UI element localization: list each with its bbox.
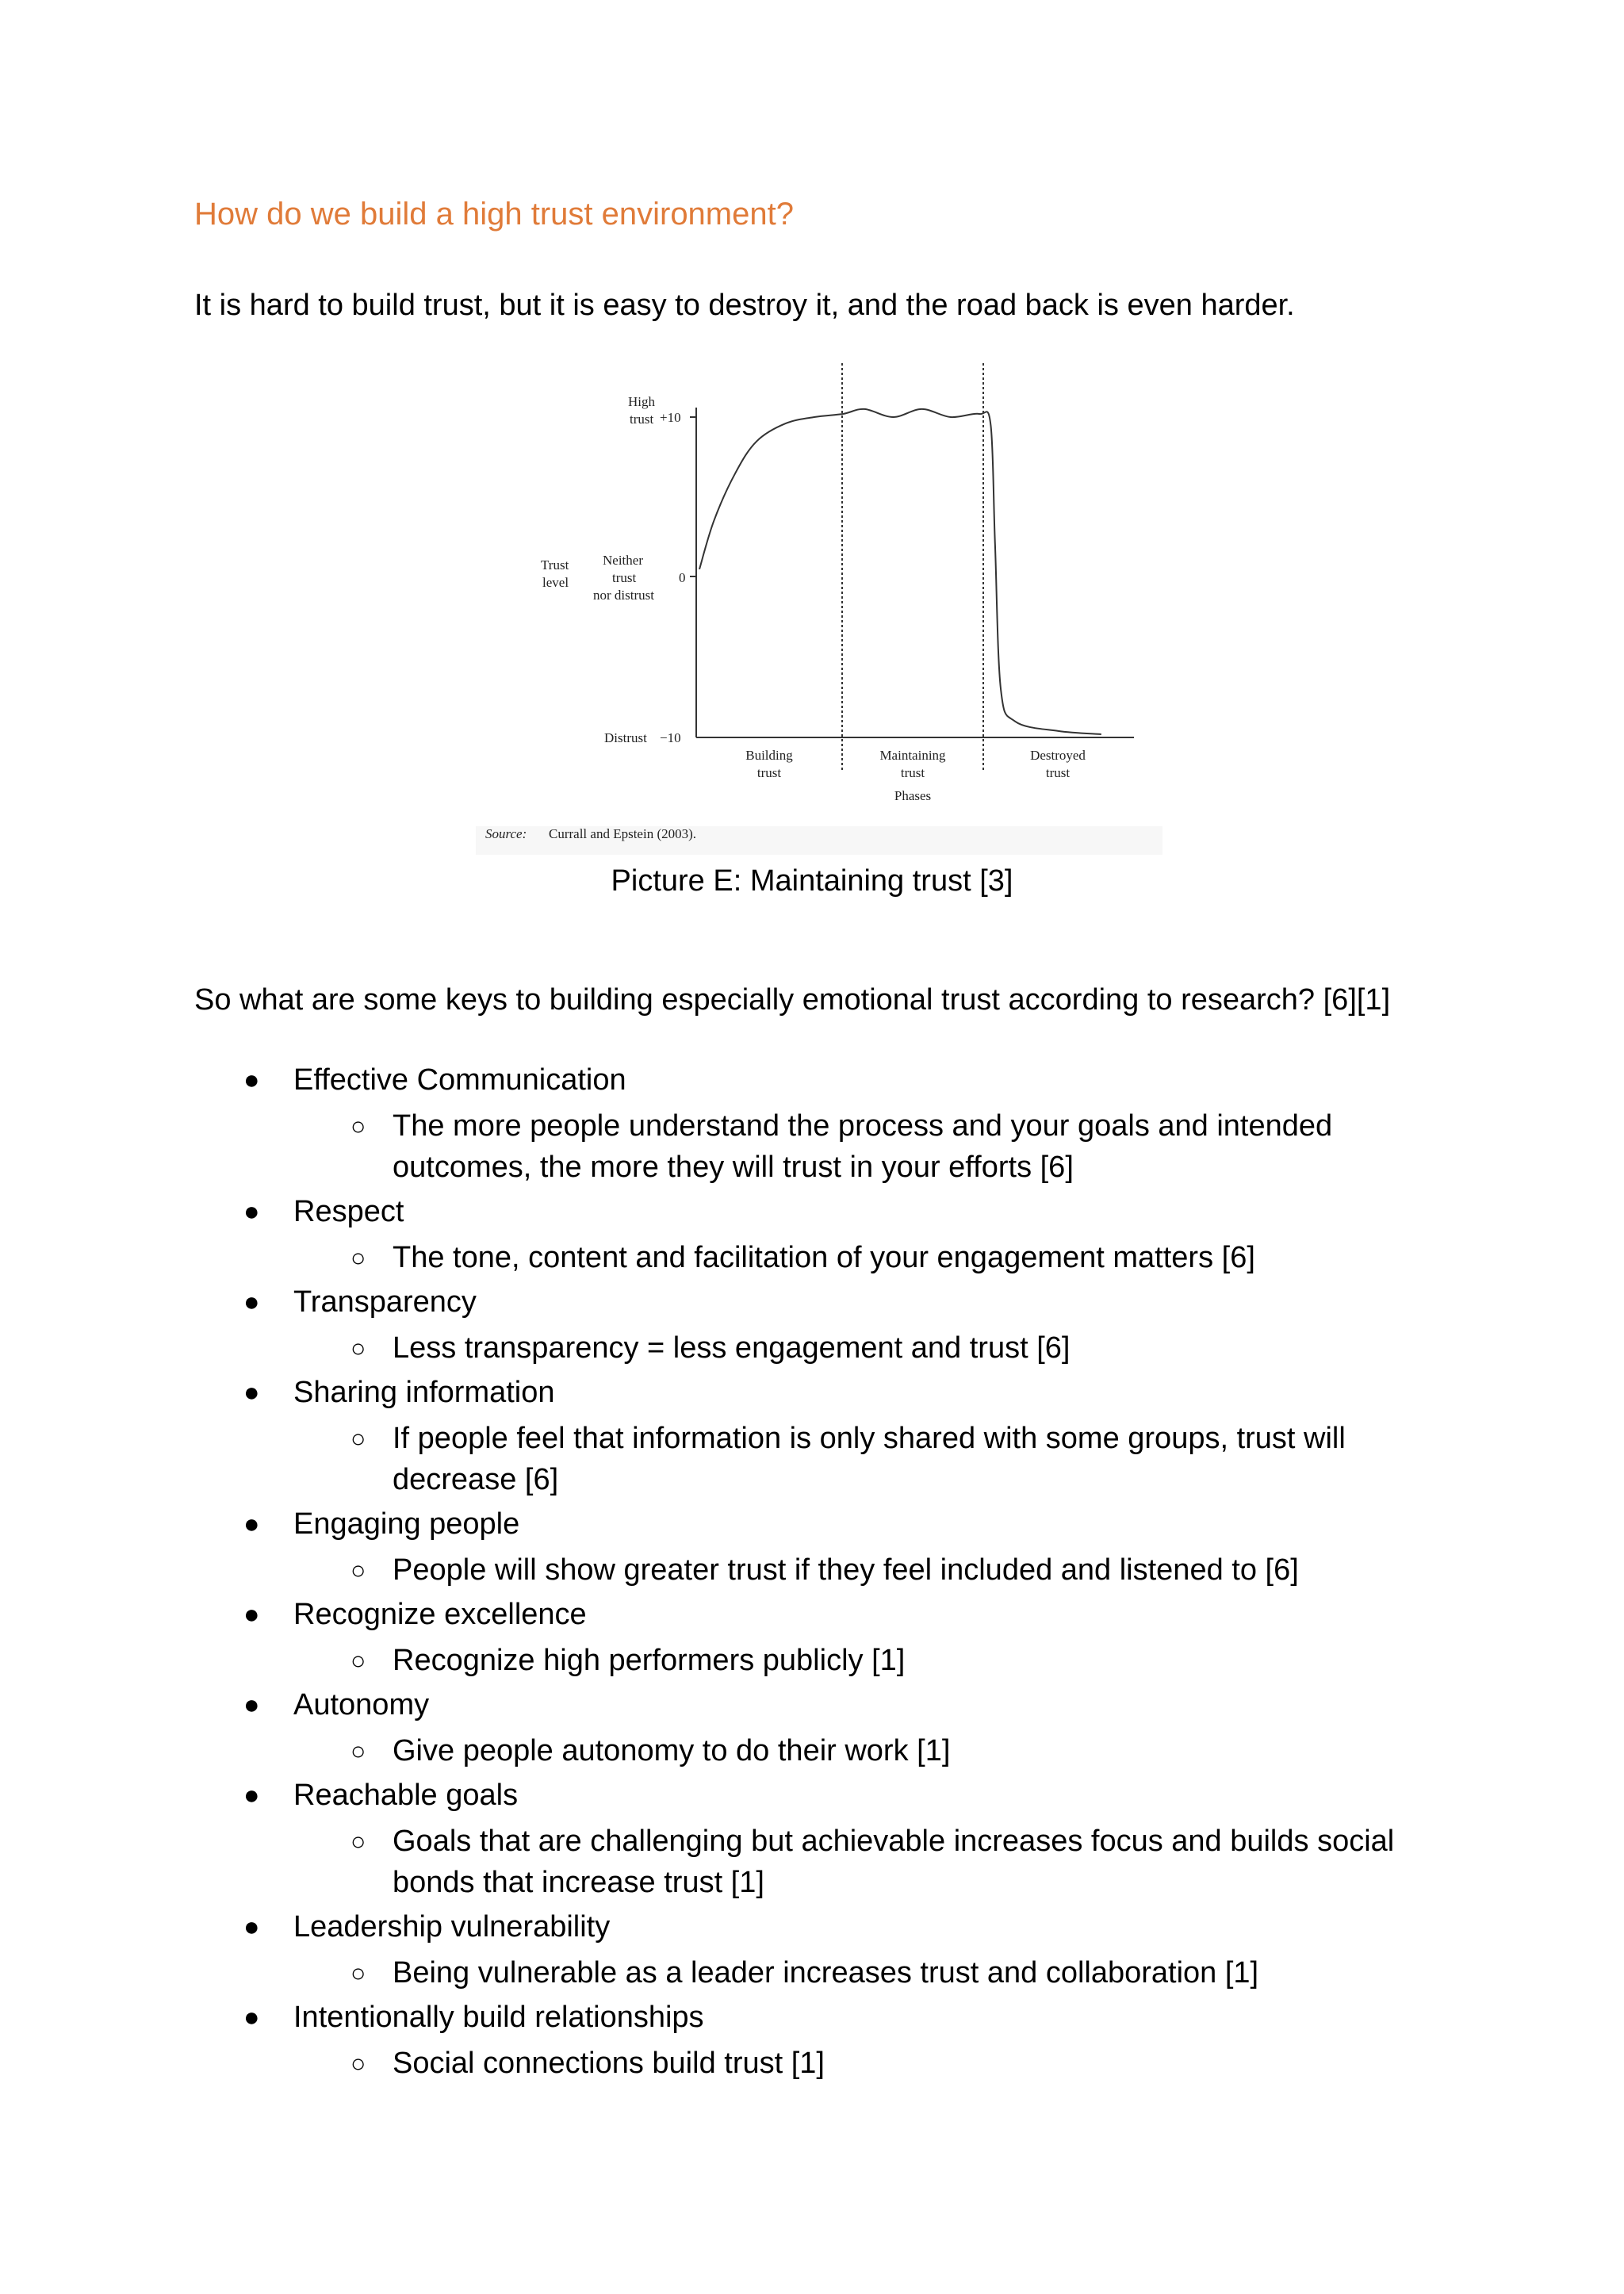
sub-bullet-icon: ○ bbox=[350, 1243, 366, 1272]
key-detail: The more people understand the process and your goals and intended outcomes, the more they will trust in your efforts [6] bbox=[393, 1109, 1333, 1184]
key-title: Autonomy bbox=[293, 1688, 430, 1721]
key-detail: The tone, content and facilitation of your engagement matters [6] bbox=[393, 1241, 1255, 1274]
y-high-label-2: trust bbox=[630, 412, 654, 427]
phase-building-2: trust bbox=[756, 765, 782, 780]
sub-bullet-icon: ○ bbox=[350, 1827, 366, 1855]
trust-chart bbox=[476, 358, 1162, 856]
bullet-icon: ● bbox=[243, 1287, 260, 1317]
key-item bbox=[194, 1998, 1431, 2084]
key-detail: Give people autonomy to do their work [1] bbox=[393, 1734, 951, 1767]
y-axis-title-2: level bbox=[542, 575, 569, 590]
key-title: Leadership vulnerability bbox=[293, 1910, 611, 1944]
key-detail-item bbox=[293, 1237, 1431, 1278]
key-detail-item bbox=[293, 1549, 1431, 1591]
trust-curve-line bbox=[699, 409, 1101, 734]
sub-bullet-icon: ○ bbox=[350, 1112, 366, 1140]
y-high-tick: +10 bbox=[660, 410, 681, 425]
key-item bbox=[194, 1193, 1431, 1278]
y-neither-label-1: Neither bbox=[603, 553, 643, 568]
bullet-icon: ● bbox=[243, 1912, 260, 1942]
bullet-icon: ● bbox=[243, 1377, 260, 1407]
key-detail-item bbox=[293, 1821, 1431, 1903]
key-detail-item bbox=[293, 1952, 1431, 1993]
key-title: Sharing information bbox=[293, 1376, 555, 1409]
figure-caption: Picture E: Maintaining trust [3] bbox=[611, 864, 1013, 898]
key-detail-item bbox=[293, 2043, 1431, 2084]
key-detail-item bbox=[293, 1640, 1431, 1681]
trust-phases-figure bbox=[476, 358, 1162, 856]
sub-bullet-icon: ○ bbox=[350, 2049, 366, 2078]
sub-bullet-icon: ○ bbox=[350, 1646, 366, 1675]
key-item bbox=[194, 1595, 1431, 1681]
bullet-icon: ● bbox=[243, 1065, 260, 1095]
key-detail: Being vulnerable as a leader increases trust and collaboration [1] bbox=[393, 1956, 1259, 1990]
section-heading: How do we build a high trust environment? bbox=[194, 197, 794, 232]
sub-bullet-icon: ○ bbox=[350, 1737, 366, 1765]
bullet-icon: ● bbox=[243, 2002, 260, 2032]
key-title: Respect bbox=[293, 1195, 404, 1228]
sub-bullet-icon: ○ bbox=[350, 1424, 366, 1453]
y-zero-tick: 0 bbox=[679, 570, 686, 585]
sub-bullet-icon: ○ bbox=[350, 1334, 366, 1362]
phase-building-1: Building bbox=[745, 748, 793, 763]
source-label: Source: bbox=[485, 826, 527, 841]
y-neither-label-2: trust bbox=[612, 570, 637, 585]
key-item bbox=[194, 1686, 1431, 1771]
bullet-icon: ● bbox=[243, 1599, 260, 1630]
key-item bbox=[194, 1061, 1431, 1188]
phase-destroyed-2: trust bbox=[1045, 765, 1071, 780]
key-detail: Recognize high performers publicly [1] bbox=[393, 1644, 906, 1677]
key-title: Transparency bbox=[293, 1285, 477, 1319]
key-detail-item bbox=[293, 1327, 1431, 1369]
phase-maintaining-2: trust bbox=[900, 765, 925, 780]
key-title: Reachable goals bbox=[293, 1779, 519, 1812]
key-item bbox=[194, 1505, 1431, 1591]
bullet-icon: ● bbox=[243, 1690, 260, 1720]
keys-list bbox=[194, 1061, 1431, 2084]
key-title: Recognize excellence bbox=[293, 1598, 587, 1631]
key-title: Effective Communication bbox=[293, 1063, 626, 1097]
phase-destroyed-1: Destroyed bbox=[1030, 748, 1086, 763]
key-item bbox=[194, 1283, 1431, 1369]
y-neither-label-3: nor distrust bbox=[593, 588, 654, 603]
y-distrust-label: Distrust bbox=[604, 730, 647, 745]
bullet-icon: ● bbox=[243, 1197, 260, 1227]
key-detail-item bbox=[293, 1418, 1431, 1500]
intro-paragraph: It is hard to build trust, but it is easy to destroy it, and the road back is even harder. bbox=[194, 289, 1295, 322]
y-high-label-1: High bbox=[628, 394, 655, 409]
x-axis-title: Phases bbox=[894, 788, 932, 803]
key-title: Engaging people bbox=[293, 1507, 520, 1541]
key-detail: Less transparency = less engagement and trust [6] bbox=[393, 1331, 1071, 1365]
key-detail-item bbox=[293, 1730, 1431, 1771]
bullet-icon: ● bbox=[243, 1509, 260, 1539]
key-detail: People will show greater trust if they feel included and listened to [6] bbox=[393, 1553, 1299, 1587]
keys-question: So what are some keys to building especially emotional trust according to research? [6][1] bbox=[194, 983, 1391, 1017]
key-detail: Goals that are challenging but achievable increases focus and builds social bonds that increase trust [1] bbox=[393, 1825, 1395, 1899]
sub-bullet-icon: ○ bbox=[350, 1959, 366, 1987]
y-axis-title-1: Trust bbox=[541, 557, 569, 573]
key-detail-item bbox=[293, 1105, 1431, 1188]
y-low-tick: −10 bbox=[660, 730, 681, 745]
key-title: Intentionally build relationships bbox=[293, 2001, 704, 2034]
phase-maintaining-1: Maintaining bbox=[879, 748, 946, 763]
key-detail: Social connections build trust [1] bbox=[393, 2047, 825, 2080]
key-detail: If people feel that information is only shared with some groups, trust will decrease [6] bbox=[393, 1422, 1346, 1496]
source-text: Currall and Epstein (2003). bbox=[549, 826, 697, 841]
key-item bbox=[194, 1776, 1431, 1903]
bullet-icon: ● bbox=[243, 1780, 260, 1810]
key-item bbox=[194, 1908, 1431, 1993]
sub-bullet-icon: ○ bbox=[350, 1556, 366, 1584]
key-item bbox=[194, 1373, 1431, 1500]
